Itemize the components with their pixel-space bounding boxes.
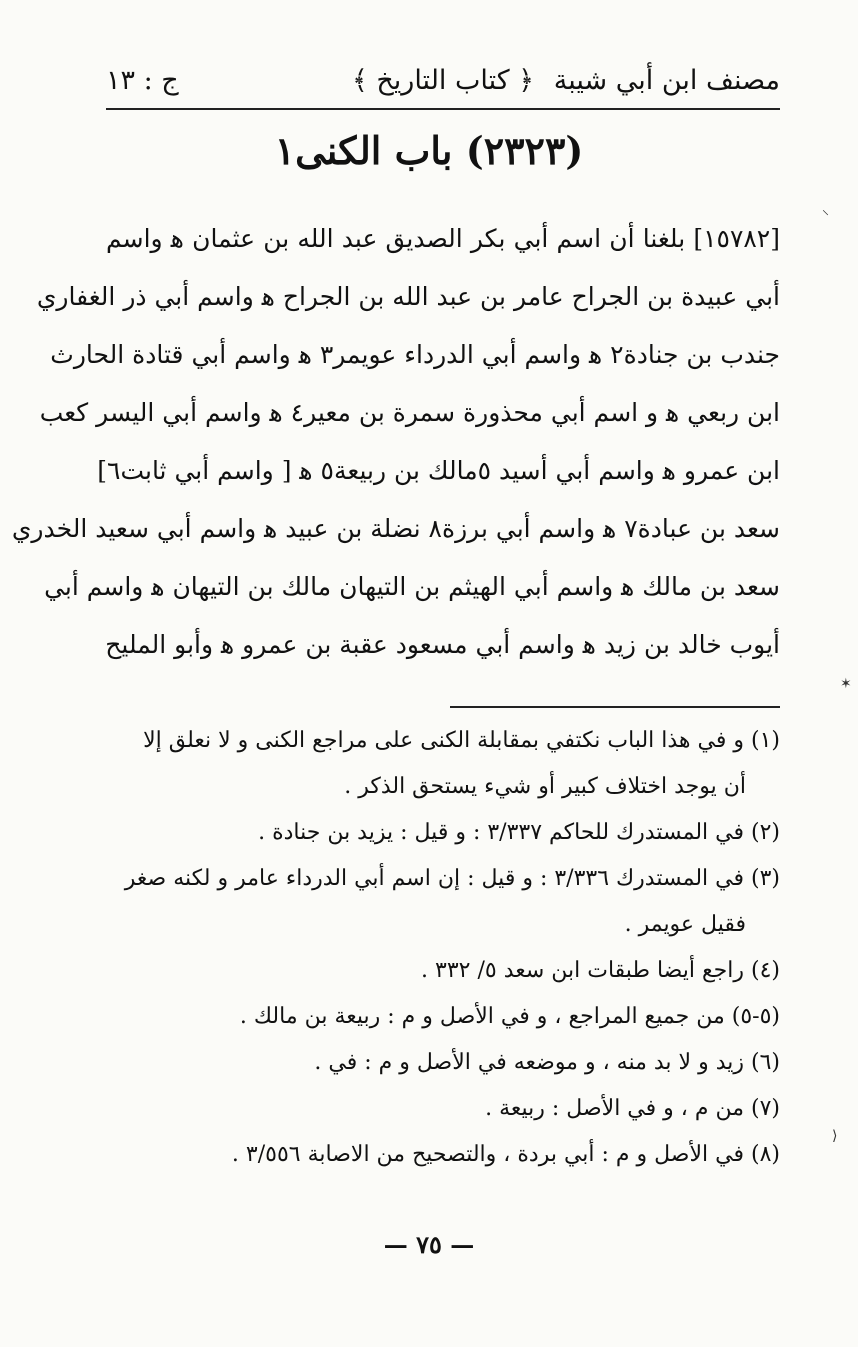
margin-star-mark: ✶ <box>840 676 852 692</box>
body-line: [١٥٧٨٢] بلغنا أن اسم أبي بكر الصديق عبد الله بن عثمان ﻫ واسم <box>106 224 780 253</box>
body-line: سعد بن عبادة٧ ﻫ واسم أبي برزة٨ نضلة بن عبيد ﻫ واسم أبي سعيد الخدري <box>11 514 780 543</box>
footnote-divider <box>450 706 780 708</box>
footnote-item <box>106 1086 780 1132</box>
footnote-text: (٣) في المستدرك ٣/٣٣٦ : و قيل : إن اسم أبي الدرداء عامر و لكنه صغر <box>124 866 780 891</box>
volume-number: ج : ١٣ <box>106 64 179 96</box>
page-number: — ٧٥ — <box>383 1230 475 1259</box>
footnote-item <box>106 810 780 856</box>
footnote-text: (٧) من م ، و في الأصل : ربيعة . <box>485 1096 780 1121</box>
footnote-item <box>106 856 780 948</box>
body-line: أيوب خالد بن زيد ﻫ واسم أبي مسعود عقبة بن عمرو ﻫ وأبو المليح <box>105 630 780 659</box>
footnote-text: (٨) في الأصل و م : أبي بردة ، والتصحيح من الاصابة ٣/٥٥٦ . <box>231 1142 780 1167</box>
chapter-title: (٢٣٢٣) باب الكنى١ <box>274 128 584 173</box>
footnote-item <box>106 948 780 994</box>
margin-bracket-mark: ⟩ <box>832 1128 838 1144</box>
footnote-text: (٤) راجع أيضا طبقات ابن سعد ٥/ ٣٣٢ . <box>421 958 780 983</box>
footnote-text: (٦) زيد و لا بد منه ، و موضعه في الأصل و م : في . <box>314 1050 780 1075</box>
footnote-item <box>106 994 780 1040</box>
book-title: مصنف ابن أبي شيبة <box>553 64 780 96</box>
body-line: أبي عبيدة بن الجراح عامر بن عبد الله بن الجراح ﻫ واسم أبي ذر الغفاري <box>36 282 780 311</box>
body-line: ابن عمرو ﻫ واسم أبي أسيد ٥مالك بن ربيعة٥ ﻫ [ واسم أبي ثابت٦] <box>97 456 780 485</box>
section-title: ﴿ كتاب التاريخ ﴾ <box>351 64 535 96</box>
running-header <box>106 52 780 110</box>
margin-tick-mark: ⸌ <box>822 208 829 224</box>
footnote-item <box>106 718 780 810</box>
body-text <box>11 210 780 674</box>
footnote-continuation: أن يوجد اختلاف كبير أو شيء يستحق الذكر . <box>344 774 746 799</box>
footnote-item <box>106 1132 780 1178</box>
footnote-continuation: فقيل عويمر . <box>624 912 746 937</box>
body-line: سعد بن مالك ﻫ واسم أبي الهيثم بن التيهان مالك بن التيهان ﻫ واسم أبي <box>44 572 780 601</box>
footnote-text: (٥-٥) من جميع المراجع ، و في الأصل و م : ربيعة بن مالك . <box>239 1004 780 1029</box>
footnote-text: (٢) في المستدرك للحاكم ٣/٣٣٧ : و قيل : يزيد بن جنادة . <box>258 820 780 845</box>
body-line: ابن ربعي ﻫ و اسم أبي محذورة سمرة بن معير٤ ﻫ واسم أبي اليسر كعب <box>39 398 780 427</box>
body-line: جندب بن جنادة٢ ﻫ واسم أبي الدرداء عويمر٣ ﻫ واسم أبي قتادة الحارث <box>50 340 780 369</box>
footnotes <box>106 718 780 1178</box>
footnote-item <box>106 1040 780 1086</box>
footnote-text: (١) و في هذا الباب نكتفي بمقابلة الكنى على مراجع الكنى و لا نعلق إلا <box>143 728 780 753</box>
